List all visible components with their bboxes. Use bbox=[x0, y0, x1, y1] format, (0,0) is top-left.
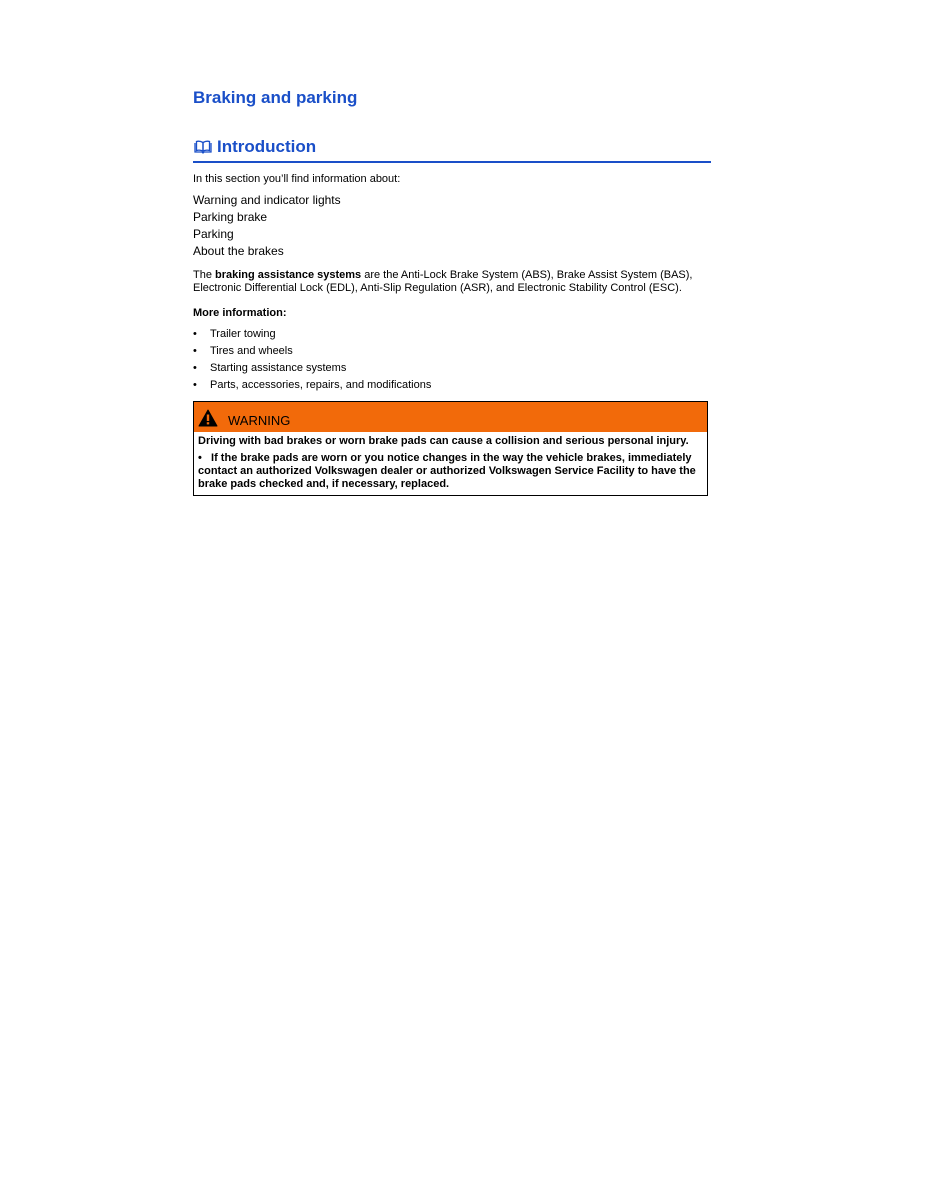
section-title: Introduction bbox=[217, 137, 317, 156]
list-item-label: Parts, accessories, repairs, and modifications bbox=[210, 379, 432, 391]
bullet-icon: • bbox=[193, 328, 197, 340]
topic-list bbox=[193, 192, 711, 260]
warning-header bbox=[194, 402, 707, 432]
intro-text: In this section you’ll find information about: bbox=[193, 173, 401, 185]
topic-item[interactable]: Parking bbox=[193, 227, 234, 241]
list-item-label: Starting assistance systems bbox=[210, 362, 347, 374]
warning-summary: Driving with bad brakes or worn brake pads can cause a collision and serious personal injury. bbox=[198, 435, 689, 447]
paragraph-rest: are the Anti-Lock Brake System (ABS), Brake Assist System (BAS), Electronic Differential Lock (EDL), Anti-Slip Regulation (ASR), and Electronic Stability Control (ESC). bbox=[193, 269, 693, 294]
chapter-title: Braking and parking bbox=[193, 88, 358, 107]
paragraph-lead: The bbox=[193, 269, 216, 281]
book-icon bbox=[194, 140, 212, 154]
topic-item[interactable]: Parking brake bbox=[193, 210, 268, 224]
warning-bullet: • bbox=[198, 452, 202, 464]
list-item[interactable] bbox=[193, 326, 711, 343]
warning-body bbox=[194, 432, 707, 495]
list-item-label: Trailer towing bbox=[210, 328, 276, 340]
more-info-list bbox=[193, 326, 711, 394]
warning-detail-text: If the brake pads are worn or you notice changes in the way the vehicle brakes, immediately contact an authorized Volkswagen dealer or authorized Volkswagen Service Facility to have the brake pads checked and, if necessary, replaced. bbox=[198, 452, 696, 490]
list-item[interactable] bbox=[193, 360, 711, 377]
warning-triangle-icon bbox=[198, 409, 218, 427]
warning-label: WARNING bbox=[228, 413, 291, 428]
more-info-heading: More information: bbox=[193, 307, 287, 319]
list-item[interactable] bbox=[193, 343, 711, 360]
paragraph-bold-term: braking assistance systems bbox=[215, 269, 362, 281]
topic-item[interactable]: About the brakes bbox=[193, 244, 284, 258]
braking-assistance-paragraph bbox=[193, 269, 711, 295]
warning-box bbox=[193, 401, 708, 496]
bullet-icon: • bbox=[193, 345, 197, 357]
bullet-icon: • bbox=[193, 379, 197, 391]
section-heading bbox=[193, 134, 711, 163]
topic-item[interactable]: Warning and indicator lights bbox=[193, 193, 341, 207]
warning-detail bbox=[198, 452, 697, 491]
page-content bbox=[193, 86, 711, 496]
list-item[interactable] bbox=[193, 377, 711, 394]
bullet-icon: • bbox=[193, 362, 197, 374]
list-item-label: Tires and wheels bbox=[210, 345, 293, 357]
